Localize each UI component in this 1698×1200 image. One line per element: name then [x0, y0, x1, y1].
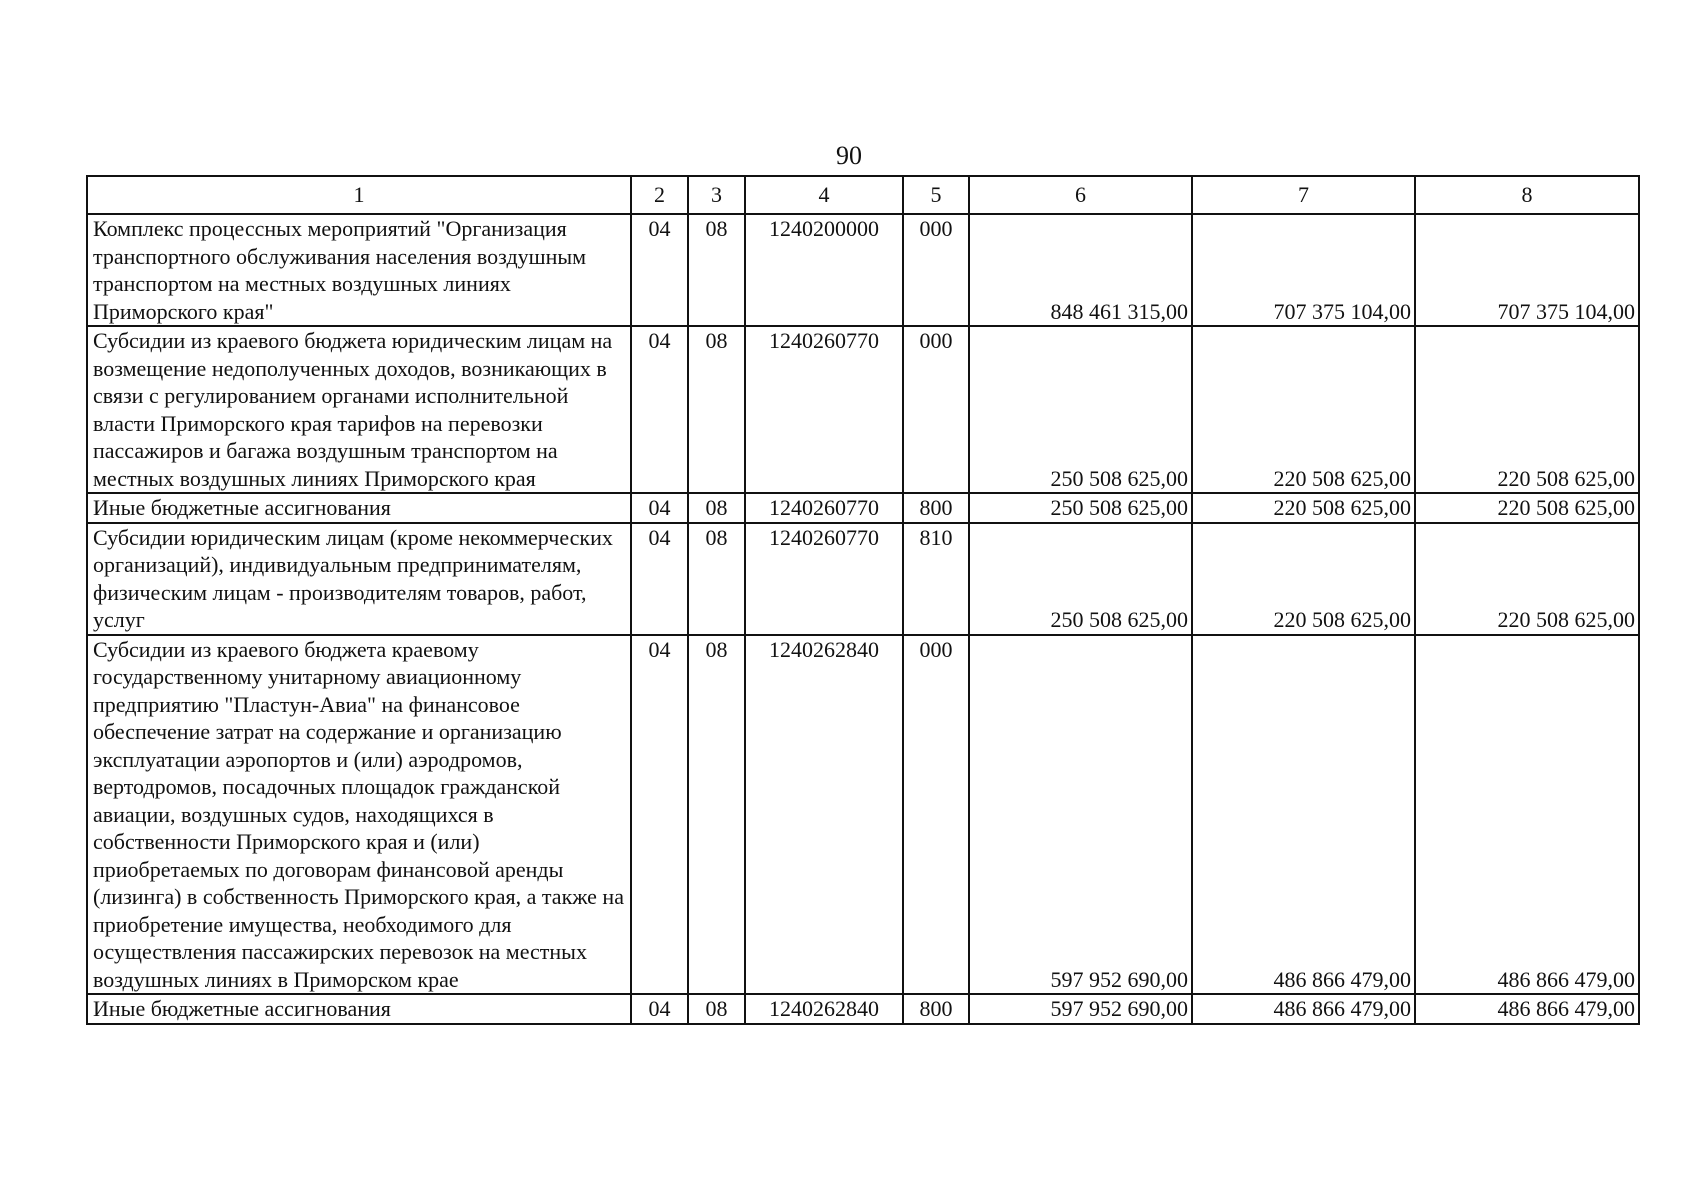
subsection-code: 08: [688, 326, 745, 493]
amount-col-6: 250 508 625,00: [969, 523, 1192, 635]
section-code: 04: [631, 326, 688, 493]
amount-col-6: 597 952 690,00: [969, 994, 1192, 1024]
column-header: 8: [1415, 176, 1639, 214]
subsection-code: 08: [688, 523, 745, 635]
target-article-code: 1240260770: [745, 493, 903, 523]
budget-table: [86, 175, 1640, 1025]
row-name: Субсидии из краевого бюджета юридическим лицам на возмещение недополученных доходов, возникающих в связи с регулированием органами исполнительной власти Приморского края тарифов на перевозки пассажиров и багажа воздушным транспортом на местных воздушных линиях Приморского края: [87, 326, 631, 493]
table-row: [87, 523, 1639, 635]
table-row: [87, 214, 1639, 326]
row-name: Иные бюджетные ассигнования: [87, 493, 631, 523]
amount-col-7: 220 508 625,00: [1192, 493, 1415, 523]
section-code: 04: [631, 635, 688, 995]
table-row: [87, 493, 1639, 523]
amount-col-8: 220 508 625,00: [1415, 523, 1639, 635]
expense-type-code: 800: [903, 493, 969, 523]
row-name: Комплекс процессных мероприятий "Организация транспортного обслуживания населения воздушным транспортом на местных воздушных линиях Приморского края": [87, 214, 631, 326]
subsection-code: 08: [688, 635, 745, 995]
target-article-code: 1240262840: [745, 994, 903, 1024]
row-name: Иные бюджетные ассигнования: [87, 994, 631, 1024]
amount-col-7: 220 508 625,00: [1192, 326, 1415, 493]
column-header: 7: [1192, 176, 1415, 214]
amount-col-7: 707 375 104,00: [1192, 214, 1415, 326]
expense-type-code: 810: [903, 523, 969, 635]
amount-col-6: 250 508 625,00: [969, 493, 1192, 523]
page-number: 90: [836, 141, 862, 170]
column-header: 4: [745, 176, 903, 214]
subsection-code: 08: [688, 214, 745, 326]
expense-type-code: 000: [903, 214, 969, 326]
amount-col-8: 486 866 479,00: [1415, 994, 1639, 1024]
expense-type-code: 000: [903, 326, 969, 493]
subsection-code: 08: [688, 493, 745, 523]
column-header: 2: [631, 176, 688, 214]
table-row: [87, 635, 1639, 995]
amount-col-6: 848 461 315,00: [969, 214, 1192, 326]
section-code: 04: [631, 214, 688, 326]
amount-col-8: 220 508 625,00: [1415, 493, 1639, 523]
subsection-code: 08: [688, 994, 745, 1024]
table-row: [87, 326, 1639, 493]
expense-type-code: 800: [903, 994, 969, 1024]
section-code: 04: [631, 994, 688, 1024]
column-header: 3: [688, 176, 745, 214]
amount-col-6: 597 952 690,00: [969, 635, 1192, 995]
column-header: 1: [87, 176, 631, 214]
header-row: [87, 176, 1639, 214]
amount-col-8: 707 375 104,00: [1415, 214, 1639, 326]
amount-col-7: 486 866 479,00: [1192, 994, 1415, 1024]
row-name: Субсидии юридическим лицам (кроме некоммерческих организаций), индивидуальным предпринимателям, физическим лицам - производителям товаров, работ, услуг: [87, 523, 631, 635]
amount-col-8: 486 866 479,00: [1415, 635, 1639, 995]
amount-col-7: 220 508 625,00: [1192, 523, 1415, 635]
table-row: [87, 994, 1639, 1024]
amount-col-6: 250 508 625,00: [969, 326, 1192, 493]
section-code: 04: [631, 523, 688, 635]
target-article-code: 1240200000: [745, 214, 903, 326]
row-name: Субсидии из краевого бюджета краевому государственному унитарному авиационному предприятию "Пластун-Авиа" на финансовое обеспечение затрат на содержание и организацию эксплуатации аэропортов и (или) аэродромов, вертодромов, посадочных площадок гражданской авиации, воздушных судов, находящихся в собственности Приморского края и (или) приобретаемых по договорам финансовой аренды (лизинга) в собственность Приморского края, а также на приобретение имущества, необходимого для осуществления пассажирских перевозок на местных воздушных линиях в Приморском крае: [87, 635, 631, 995]
target-article-code: 1240260770: [745, 523, 903, 635]
amount-col-7: 486 866 479,00: [1192, 635, 1415, 995]
column-header: 6: [969, 176, 1192, 214]
expense-type-code: 000: [903, 635, 969, 995]
section-code: 04: [631, 493, 688, 523]
column-header: 5: [903, 176, 969, 214]
amount-col-8: 220 508 625,00: [1415, 326, 1639, 493]
target-article-code: 1240262840: [745, 635, 903, 995]
target-article-code: 1240260770: [745, 326, 903, 493]
